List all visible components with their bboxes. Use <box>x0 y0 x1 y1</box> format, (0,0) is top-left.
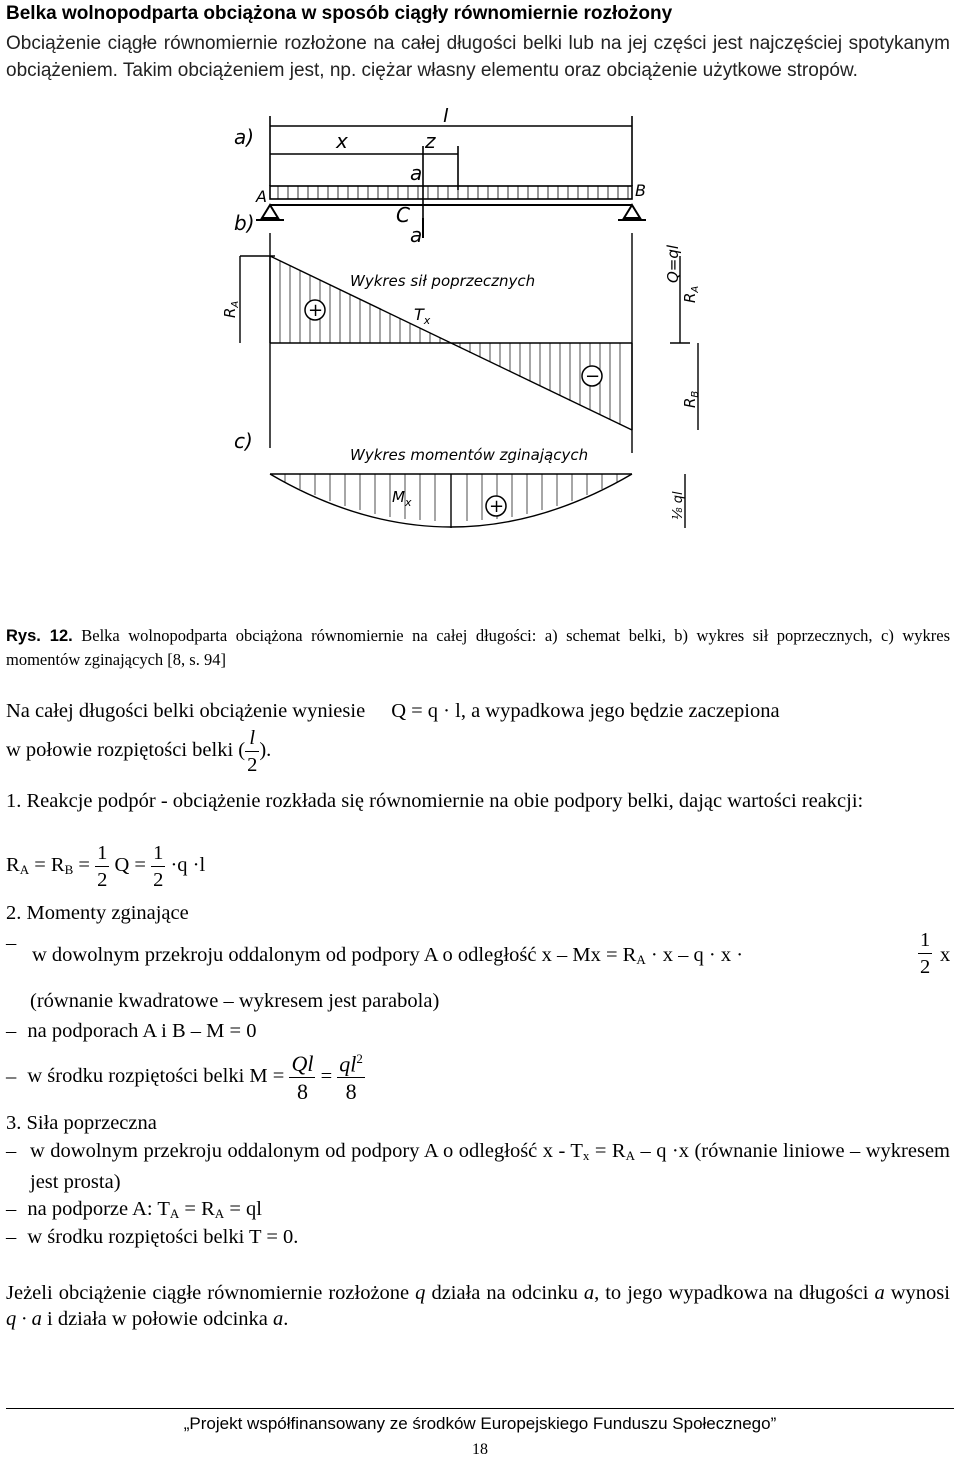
plus-sign: + <box>308 300 324 321</box>
para-load: Na całej długości belki obciążenie wyniesie Q = q · l, a wypadkowa jego będzie zaczepiona <box>6 700 780 722</box>
max-moment-label: ⅛ ql <box>671 491 686 520</box>
item3-bullet3: – w środku rozpiętości belki T = 0. <box>6 1226 299 1248</box>
mx-label: $M_x$ <box>392 488 412 509</box>
dim-x: x <box>336 129 348 153</box>
label-b: b) <box>234 211 255 235</box>
rb-label: $R_B$ <box>681 390 701 408</box>
beam-figure <box>220 108 720 600</box>
shear-title: Wykres sił poprzecznych <box>350 272 536 290</box>
moment-title: Wykres momentów zginających <box>350 446 589 464</box>
tx-label: $T_x$ <box>414 305 431 327</box>
minus-sign: − <box>585 366 601 387</box>
plus-sign-moment: + <box>489 496 505 517</box>
ra-right-label: $R_A$ <box>681 285 701 303</box>
label-a: a) <box>234 125 255 149</box>
section-a-bottom: a <box>410 223 423 247</box>
item3-title: 3. Siła poprzeczna <box>6 1112 157 1134</box>
item2-bullet3: – w środku rozpiętości belki M = $\frac{Ql}{8}$ = $\frac{ql^2}{8}$ <box>6 1050 363 1105</box>
support-b-label: B <box>635 181 646 200</box>
section-c: C <box>396 203 410 227</box>
footer-rule <box>6 1408 954 1409</box>
item2-bullet2: – na podporach A i B – M = 0 <box>6 1020 257 1042</box>
intro-paragraph: Obciążenie ciągłe równomiernie rozłożone na całej długości belki lub na jej części jest najczęściej spotykanym obciążeniem. Takim obciążeniem jest, np. ciężar własny elementu oraz obciążenie użytkowe stropów. <box>6 33 950 81</box>
item1-text: 1. Reakcje podpór - obciążenie rozkłada się równomiernie na obie podpory belki, dając wartości reakcji: <box>6 790 864 812</box>
caption-number: Rys. 12. <box>6 627 73 645</box>
q-ql-label: Q=ql <box>664 244 682 283</box>
figure-caption <box>6 624 950 672</box>
final-paragraph: Jeżeli obciążenie ciągłe równomiernie rozłożone q działa na odcinku a, to jego wypadkowa na długości a wynosi q · a i działa w połowie odcinka a. <box>6 1282 950 1330</box>
item3-bullet2: – na podporze A: $T_A = R_A$ = ql <box>6 1198 262 1221</box>
item2-title: 2. Momenty zginające <box>6 902 189 924</box>
caption-text: Belka wolnopodparta obciążona równomiernie na całej długości: a) schemat belki, b) wykres sił poprzecznych, c) wykres momentów zginających [8, s. 94] <box>6 626 950 669</box>
ra-left-label: $R_A$ <box>221 300 241 318</box>
dim-z: z <box>425 129 436 153</box>
section-a-top: a <box>410 161 423 185</box>
support-a-label: A <box>256 187 267 206</box>
dim-l: l <box>443 108 449 127</box>
item3-bullet1: – w dowolnym przekroju oddalonym od podpory A o odległość $x - T_x = R_A - q \cdot x$ (równanie liniowe – wykresem jest prosta) <box>6 1140 950 1193</box>
label-c: c) <box>234 429 253 453</box>
para-load-line2: w połowie rozpiętości belki ( $\frac{l}{2}$ ). <box>6 727 272 776</box>
item2-note: (równanie kwadratowe – wykresem jest parabola) <box>30 990 440 1012</box>
footer-text: „Projekt współfinansowany ze środków Europejskiego Funduszu Społecznego” <box>183 1414 777 1433</box>
page-number: 18 <box>472 1441 488 1458</box>
item1-equation: $R_A = R_B$ = $\frac{1}{2}$ Q = $\frac{1}{2}$ ·q ·l <box>6 842 206 891</box>
page-heading: Belka wolnopodparta obciążona w sposób ciągły równomiernie rozłożony <box>6 3 673 24</box>
